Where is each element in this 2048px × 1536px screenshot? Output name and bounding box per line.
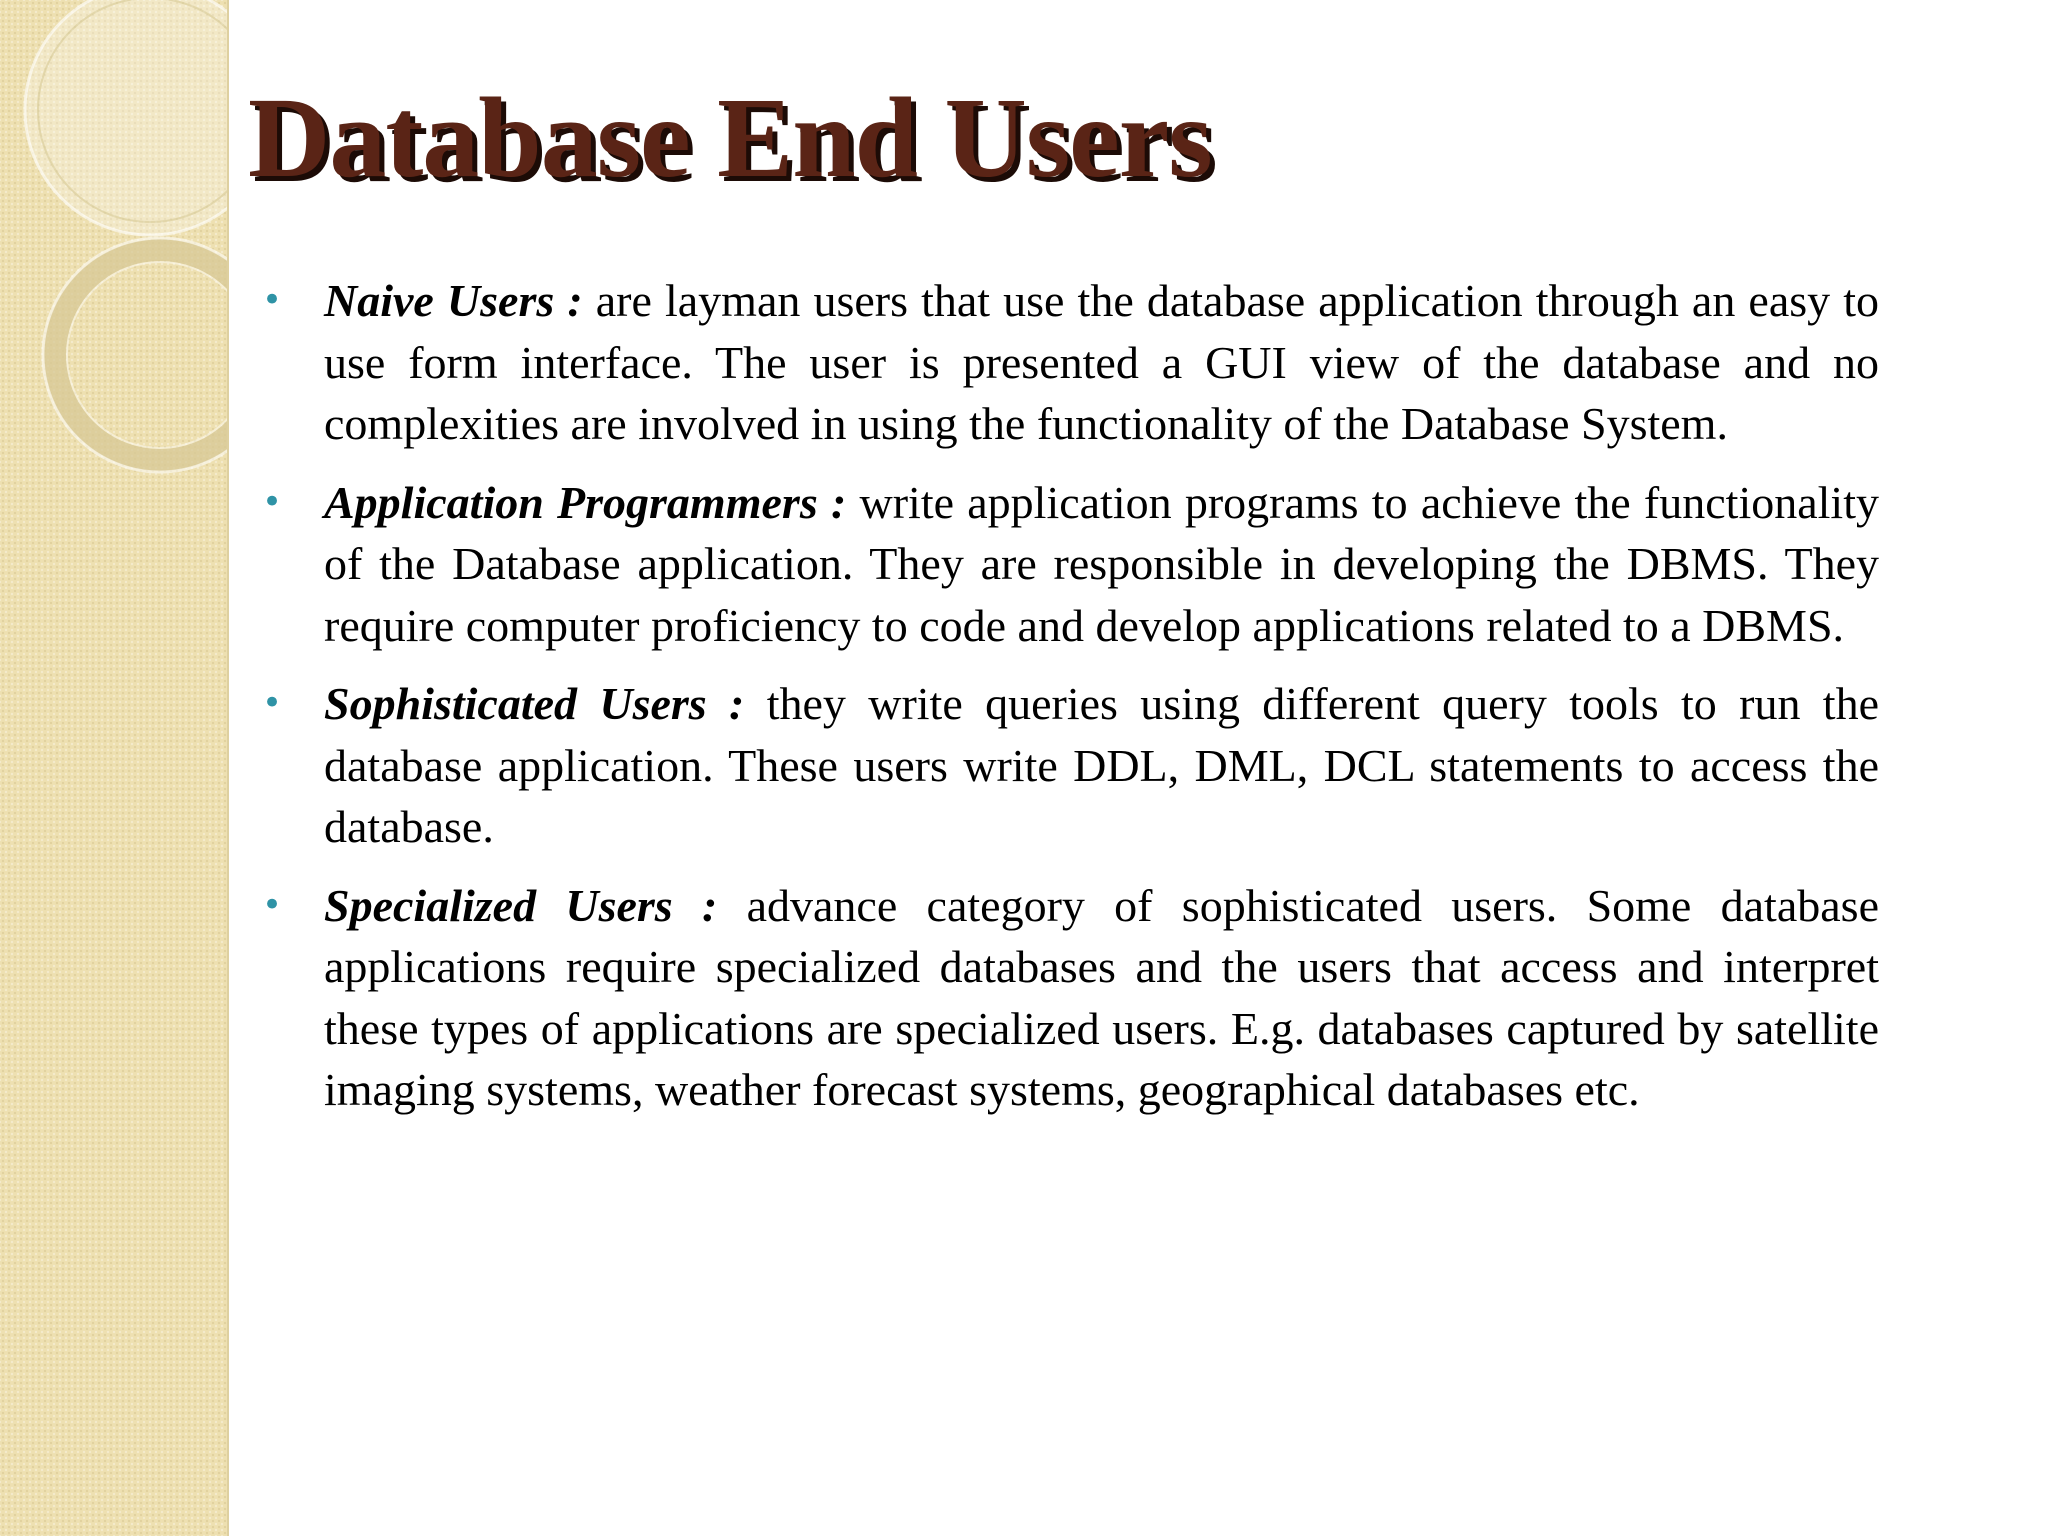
decorative-rings-graphic xyxy=(0,0,227,520)
bullet-item-sophisticated-users xyxy=(262,673,1879,858)
bullet-list xyxy=(262,270,1879,1138)
bullet-text: advance category of sophisticated users. Some database applications require specialized databases and the users that access and interpret these types of applications are specialized users. E.g. databases captured by satellite imaging systems, weather forecast systems, geographical databases etc. xyxy=(324,879,1879,1115)
bullet-dot-icon: • xyxy=(262,280,283,320)
slide-title: Database End Users xyxy=(248,74,1212,201)
decorative-side-band xyxy=(0,0,229,1536)
bullet-dot-icon: • xyxy=(262,481,283,522)
bullet-item-application-programmers xyxy=(262,472,1879,657)
bullet-item-naive-users xyxy=(262,270,1879,455)
bullet-text: they write queries using different query tools to run the database application. These users write DDL, DML, DCL statements to access the database. xyxy=(324,678,1879,852)
bullet-dot-icon: • xyxy=(262,683,283,723)
bullet-term: Sophisticated Users : xyxy=(324,678,745,729)
bullet-term: Application Programmers : xyxy=(324,476,847,528)
bullet-term: Specialized Users : xyxy=(324,879,718,931)
bullet-dot-icon: • xyxy=(262,884,283,925)
bullet-text: write application programs to achieve the functionality of the Database application. They are responsible in developing the DBMS. They require computer proficiency to code and develop applications related to a DBMS. xyxy=(324,476,1879,651)
bullet-text: are layman users that use the database application through an easy to use form interface. The user is presented a GUI view of the database and no complexities are involved in using the functionality of the Database System. xyxy=(324,275,1879,449)
bullet-item-specialized-users xyxy=(262,875,1879,1121)
bullet-term: Naive Users : xyxy=(324,275,583,326)
